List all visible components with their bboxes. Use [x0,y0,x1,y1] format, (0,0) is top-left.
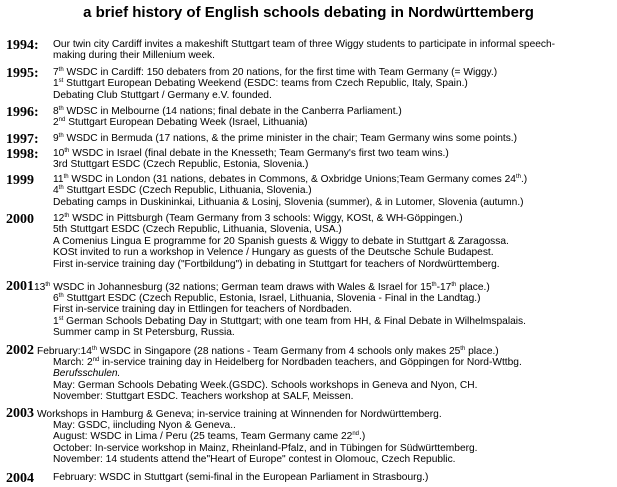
entry-year: 1995: [6,66,39,81]
entry-line [53,357,613,368]
entry-line [53,247,613,258]
text-segment: 4 [53,185,59,197]
entry-year: 1998: [6,147,39,162]
entry-line [53,213,613,224]
ordinal-suffix: th [58,293,64,299]
entry-line [53,148,613,159]
text-segment: 1 [53,78,59,90]
entry-lines [53,472,613,483]
ordinal-suffix: th [45,282,51,288]
text-segment: 7 [53,67,59,78]
text-segment: May: GSDC, iincluding Nyon & Geneva.. [53,420,236,431]
ordinal-suffix: nd [58,117,66,124]
text-segment: 1 [53,315,59,327]
text-segment: WSDC in Cardiff: 150 debaters from 20 nations, for the first time with Team Germany (= Wiggy.) [63,67,498,78]
entry-line [53,236,613,247]
entry-line [53,174,613,185]
entry-first-line [37,409,442,420]
text-segment: .) [520,174,528,185]
text-segment: WSDC in Pittsburgh (Team Germany from 3 schools: Wiggy, KOSt, & WH-Göppingen.) [69,213,463,224]
text-segment: place.) [465,346,499,357]
entry-lines [53,174,613,208]
ordinal-suffix: th [63,174,69,180]
entry-lines [53,67,613,101]
entry-year: 1996: [6,105,39,120]
entry-lines [53,148,613,171]
entry-line [53,259,613,270]
text-segment: place.) [456,282,490,293]
entry-line [53,380,613,391]
entry-lines [53,39,613,62]
entry-first-line [37,346,499,357]
text-segment: Stuttgart European Debating Week (Israel, Lithuania) [65,117,308,129]
entry-year: 1999 [6,173,34,188]
text-segment: making during their Millenium week. [53,50,215,62]
text-segment: 3rd Stuttgart ESDC (Czech Republic, Estonia, Slovenia.) [53,159,309,171]
entry-year: 1994: [6,38,39,53]
text-segment: First in-service training day in Ettlingen for teachers of Nordbaden. [53,304,352,316]
ordinal-suffix: th [431,282,437,288]
entry-line [53,117,613,128]
text-segment: -17 [436,282,452,293]
text-segment: May: German Schools Debating Week.(GSDC). Schools workshops in Geneva and Nyon, CH. [53,379,478,391]
ordinal-suffix: th [58,106,64,112]
text-segment: 8 [53,106,59,117]
entry-line [53,197,613,208]
ordinal-suffix: nd [352,431,360,438]
text-segment: February: WSDC in Stuttgart (semi-final in the European Parliament in Strasbourg.) [53,472,429,483]
ordinal-suffix: th [91,346,97,352]
entry-line [53,443,613,454]
entry-line [53,304,613,315]
text-segment: Stuttgart ESDC (Czech Republic, Estonia, Israel, Lithuania, Slovenia - Final in the Landtag.) [63,293,481,304]
text-segment: Stuttgart ESDC (Czech Republic, Lithuania, Slovenia.) [63,185,312,197]
entry-lines [53,213,613,270]
ordinal-suffix: nd [92,357,100,363]
text-segment: 13 [34,282,46,293]
text-segment: WSDC in London (31 nations, debates in Commons, & Oxbridge Unions;Team Germany comes 24 [68,174,516,185]
text-segment: WSDC in Bermuda (17 nations, & the prime minister in the chair; Team Germany wins some points.) [63,133,518,144]
entry-year: 2001 [6,279,34,294]
text-segment: 9 [53,133,59,144]
entry-line [53,90,613,101]
text-segment: .) [359,431,366,443]
entry-lines [53,357,613,403]
entry-line [53,159,613,170]
text-segment: KOSt invited to run a workshop in Velence / Hungary as guests of the Deutsche Schule Budapest. [53,247,494,259]
text-segment: WDSC in Melbourne (14 nations; final debate in the Canberra Parliament.) [63,106,402,117]
entry-first-line [34,282,490,293]
text-segment: 10 [53,148,65,159]
entry-line [53,431,613,442]
text-segment: 5th Stuttgart ESDC (Czech Republic, Lithuania, Slovenia, USA.) [53,224,342,236]
entry-line [53,78,613,89]
text-segment: 11 [53,174,64,185]
entry-line [53,106,613,117]
text-segment: WSDC in Singapore (28 nations - Team Germany from 4 schools only makes 25 [96,346,461,357]
entry-year: 2000 [6,212,34,227]
ordinal-suffix: th [58,133,64,139]
entry-lines [53,106,613,129]
text-segment: German Schools Debating Day in Stuttgart; with one team from HH, & Final Debate in Wilhelmspalais. [63,315,526,327]
text-segment: A Comenius Lingua E programme for 20 Spanish guests & Wiggy to debate in Stuttgart & Zaragossa. [53,235,509,247]
ordinal-suffix: st [58,78,64,85]
entry-line [53,472,613,483]
text-segment: March: 2 [53,357,93,368]
ordinal-suffix: th [64,148,70,154]
text-segment: Our twin city Cardiff invites a makeshift Stuttgart team of three Wiggy students to participate in informal speech- [53,39,556,50]
ordinal-suffix: th [515,174,521,180]
entry-year: 1997: [6,132,39,147]
entry-year: 2004 [6,471,34,486]
text-segment: 6 [53,293,59,304]
entry-line [53,420,613,431]
entry-lines [53,420,613,466]
text-segment: Stuttgart European Debating Weekend (ESDC: teams from Czech Republic, Italy, Spain.) [63,78,468,90]
ordinal-suffix: th [460,346,466,352]
text-segment: First in-service training day ("Fortbildung") in debating in Stuttgart for teachers of Nordwürttemberg. [53,258,500,270]
ordinal-suffix: th [58,67,64,73]
entry-line [53,316,613,327]
entry-line [53,67,613,78]
text-segment: Workshops in Hamburg & Geneva; in-service training at Winnenden for Nordwürttemberg. [37,409,442,420]
text-segment: Summer camp in St Petersburg, Russia. [53,327,235,339]
entry-line [53,391,613,402]
page-title: a brief history of English schools debating in Nordwürttemberg [83,4,534,21]
entry-line [53,185,613,196]
text-segment: 2 [53,117,59,129]
entry-line [53,50,613,61]
entry-line [53,224,613,235]
entry-line [53,454,613,465]
text-segment: 12 [53,213,65,224]
text-segment: November: Stuttgart ESDC. Teachers workshop at SALF, Meissen. [53,391,354,403]
text-segment: Berufsschulen. [53,368,121,380]
text-segment: October: In-service workshop in Mainz, Rheinland-Pfalz, and in Tübingen for Südwürttemberg. [53,442,478,454]
entry-lines [53,293,613,339]
text-segment: WSDC in Israel (final debate in the Knesseth; Team Germany's first two team wins.) [69,148,449,159]
entry-line [53,39,613,50]
ordinal-suffix: th [58,185,64,192]
text-segment: Debating camps in Duskininkai, Lithuania & Losinj, Slovenia (summer), & in Lutomer, Slovenia (autumn.) [53,196,524,208]
ordinal-suffix: th [64,213,70,219]
text-segment: February:14 [37,346,92,357]
entry-line [53,368,613,379]
text-segment: August: WSDC in Lima / Peru (25 teams, Team Germany came 22 [53,431,353,443]
text-segment: in-service training day in Heidelberg for Nordbaden teachers, and Göppingen for Nord-Wttbg. [99,357,522,368]
entry-lines [53,133,613,144]
text-segment: WSDC in Johannesburg (32 nations; German team draws with Wales & Israel for 15 [50,282,432,293]
text-segment: November: 14 students attend the"Heart of Europe" contest in Olomouc, Czech Republic. [53,454,456,466]
entry-line [53,293,613,304]
entry-line [53,133,613,144]
entry-year: 2002 [6,343,34,358]
ordinal-suffix: st [58,315,64,322]
text-segment: Debating Club Stuttgart / Germany e.V. founded. [53,89,272,101]
entry-line [53,327,613,338]
ordinal-suffix: th [451,282,457,288]
entry-year: 2003 [6,406,34,421]
